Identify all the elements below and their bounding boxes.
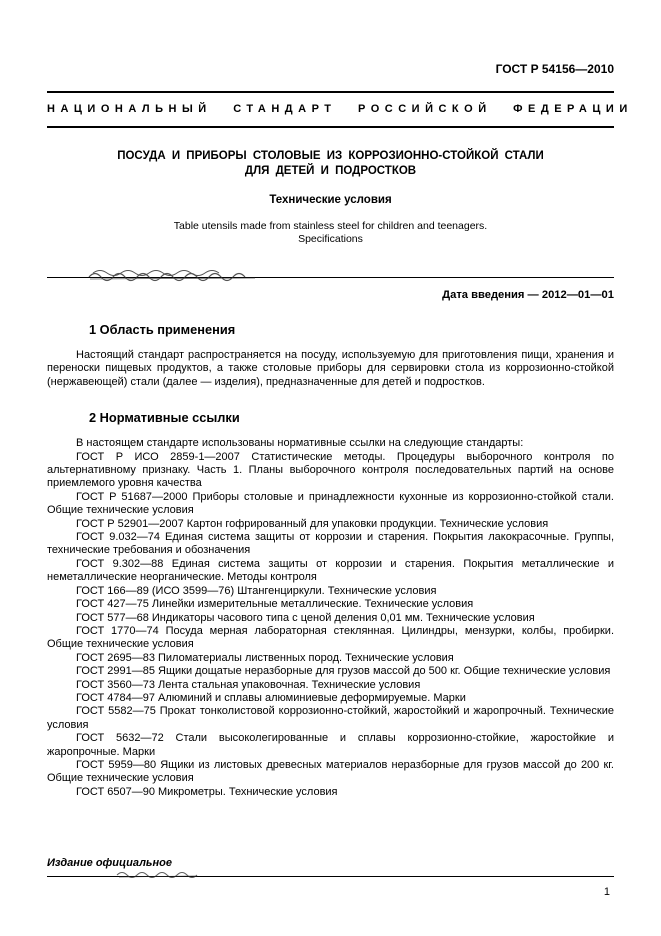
ref-item: ГОСТ Р ИСО 2859-1—2007 Статистические методы. Процедуры выборочного контроля по альтернативному признаку. Часть 1. Планы выборочного контроля последовательных партий на основе приемлемого уровня качества — [47, 450, 614, 490]
standard-type-banner: НАЦИОНАЛЬНЫЙ СТАНДАРТ РОССИЙСКОЙ ФЕДЕРАЦИИ — [47, 103, 633, 115]
separator-wrap — [47, 277, 614, 278]
ref-item: ГОСТ 5959—80 Ящики из листовых древесных материалов неразборные для грузов массой до 200 кг. Общие технические условия — [47, 758, 614, 785]
english-title-line-2: Specifications — [298, 233, 363, 245]
subtitle: Технические условия — [269, 194, 392, 206]
ref-item: ГОСТ 5582—75 Прокат тонколистовой коррозионно-стойкий, жаростойкий и жаропрочный. Технические условия — [47, 705, 614, 731]
ref-item: ГОСТ 577—68 Индикаторы часового типа с ценой деления 0,01 мм. Технические условия — [76, 611, 535, 624]
doc-number: ГОСТ Р 54156—2010 — [495, 62, 614, 76]
ref-item: ГОСТ 2695—83 Пиломатериалы лиственных пород. Технические условия — [76, 651, 454, 664]
title-line-1: ПОСУДА И ПРИБОРЫ СТОЛОВЫЕ ИЗ КОРРОЗИОННО-СТОЙКОЙ СТАЛИ — [117, 150, 544, 162]
page-footer — [47, 857, 614, 898]
title-block — [47, 149, 614, 179]
ref-item: ГОСТ 9.302—88 Единая система защиты от коррозии и старения. Покрытия металлические и неметаллические неорганические. Методы контроля — [47, 557, 614, 584]
effective-date: Дата введения — 2012—01—01 — [442, 289, 614, 301]
ref-item: ГОСТ Р 51687—2000 Приборы столовые и принадлежности кухонные из коррозионно-стойкой стали. Общие технические условия — [47, 490, 614, 517]
page-number: 1 — [603, 886, 610, 898]
ref-item: ГОСТ 427—75 Линейки измерительные металлические. Технические условия — [76, 598, 474, 611]
ref-item: ГОСТ Р 52901—2007 Картон гофрированный для упаковки продукции. Технические условия — [76, 517, 549, 530]
scan-artifact-scribble-small — [115, 868, 201, 880]
english-title-line-1: Table utensils made from stainless steel for children and teenagers. — [173, 220, 488, 232]
edition-note: Издание официальное — [47, 857, 172, 869]
ref-item: ГОСТ 1770—74 Посуда мерная лабораторная стеклянная. Цилиндры, мензурки, колбы, пробирки. Общие технические условия — [47, 624, 614, 651]
section-1-heading: 1 Область применения — [89, 322, 236, 337]
ref-item: ГОСТ 5632—72 Стали высоколегированные и сплавы коррозионно-стойкие, жаростойкие и жаропрочные. Марки — [47, 732, 614, 758]
scan-artifact-scribble — [87, 267, 259, 283]
ref-item: ГОСТ 3560—73 Лента стальная упаковочная. Технические условия — [76, 678, 421, 691]
ref-item: ГОСТ 4784—97 Алюминий и сплавы алюминиевые деформируемые. Марки — [76, 691, 466, 704]
english-title-block — [47, 220, 614, 246]
ref-item: ГОСТ 6507—90 Микрометры. Технические условия — [76, 785, 338, 798]
ref-item: ГОСТ 2991—85 Ящики дощатые неразборные для грузов массой до 500 кг. Общие технические условия — [76, 665, 611, 678]
header-rule-bottom — [47, 126, 614, 128]
section-2-heading: 2 Нормативные ссылки — [89, 410, 240, 426]
ref-item: ГОСТ 9.032—74 Единая система защиты от коррозии и старения. Покрытия лакокрасочные. Группы, технические требования и обозначения — [47, 531, 614, 557]
section-1-paragraph: Настоящий стандарт распространяется на посуду, используемую для приготовления пищи, хранения и переноски пищевых продуктов, а также столовые приборы для сервировки стола из коррозионно-стойкой (нержавеющей) стали (далее — изделия), предназначенные для детей и подростков. — [47, 349, 614, 388]
footer-rule-wrap — [47, 876, 614, 877]
title-line-2: ДЛЯ ДЕТЕЙ И ПОДРОСТКОВ — [244, 165, 417, 177]
section-2-intro: В настоящем стандарте использованы нормативные ссылки на следующие стандарты: — [76, 437, 524, 450]
ref-item: ГОСТ 166—89 (ИСО 3599—76) Штангенциркули. Технические условия — [76, 584, 437, 597]
